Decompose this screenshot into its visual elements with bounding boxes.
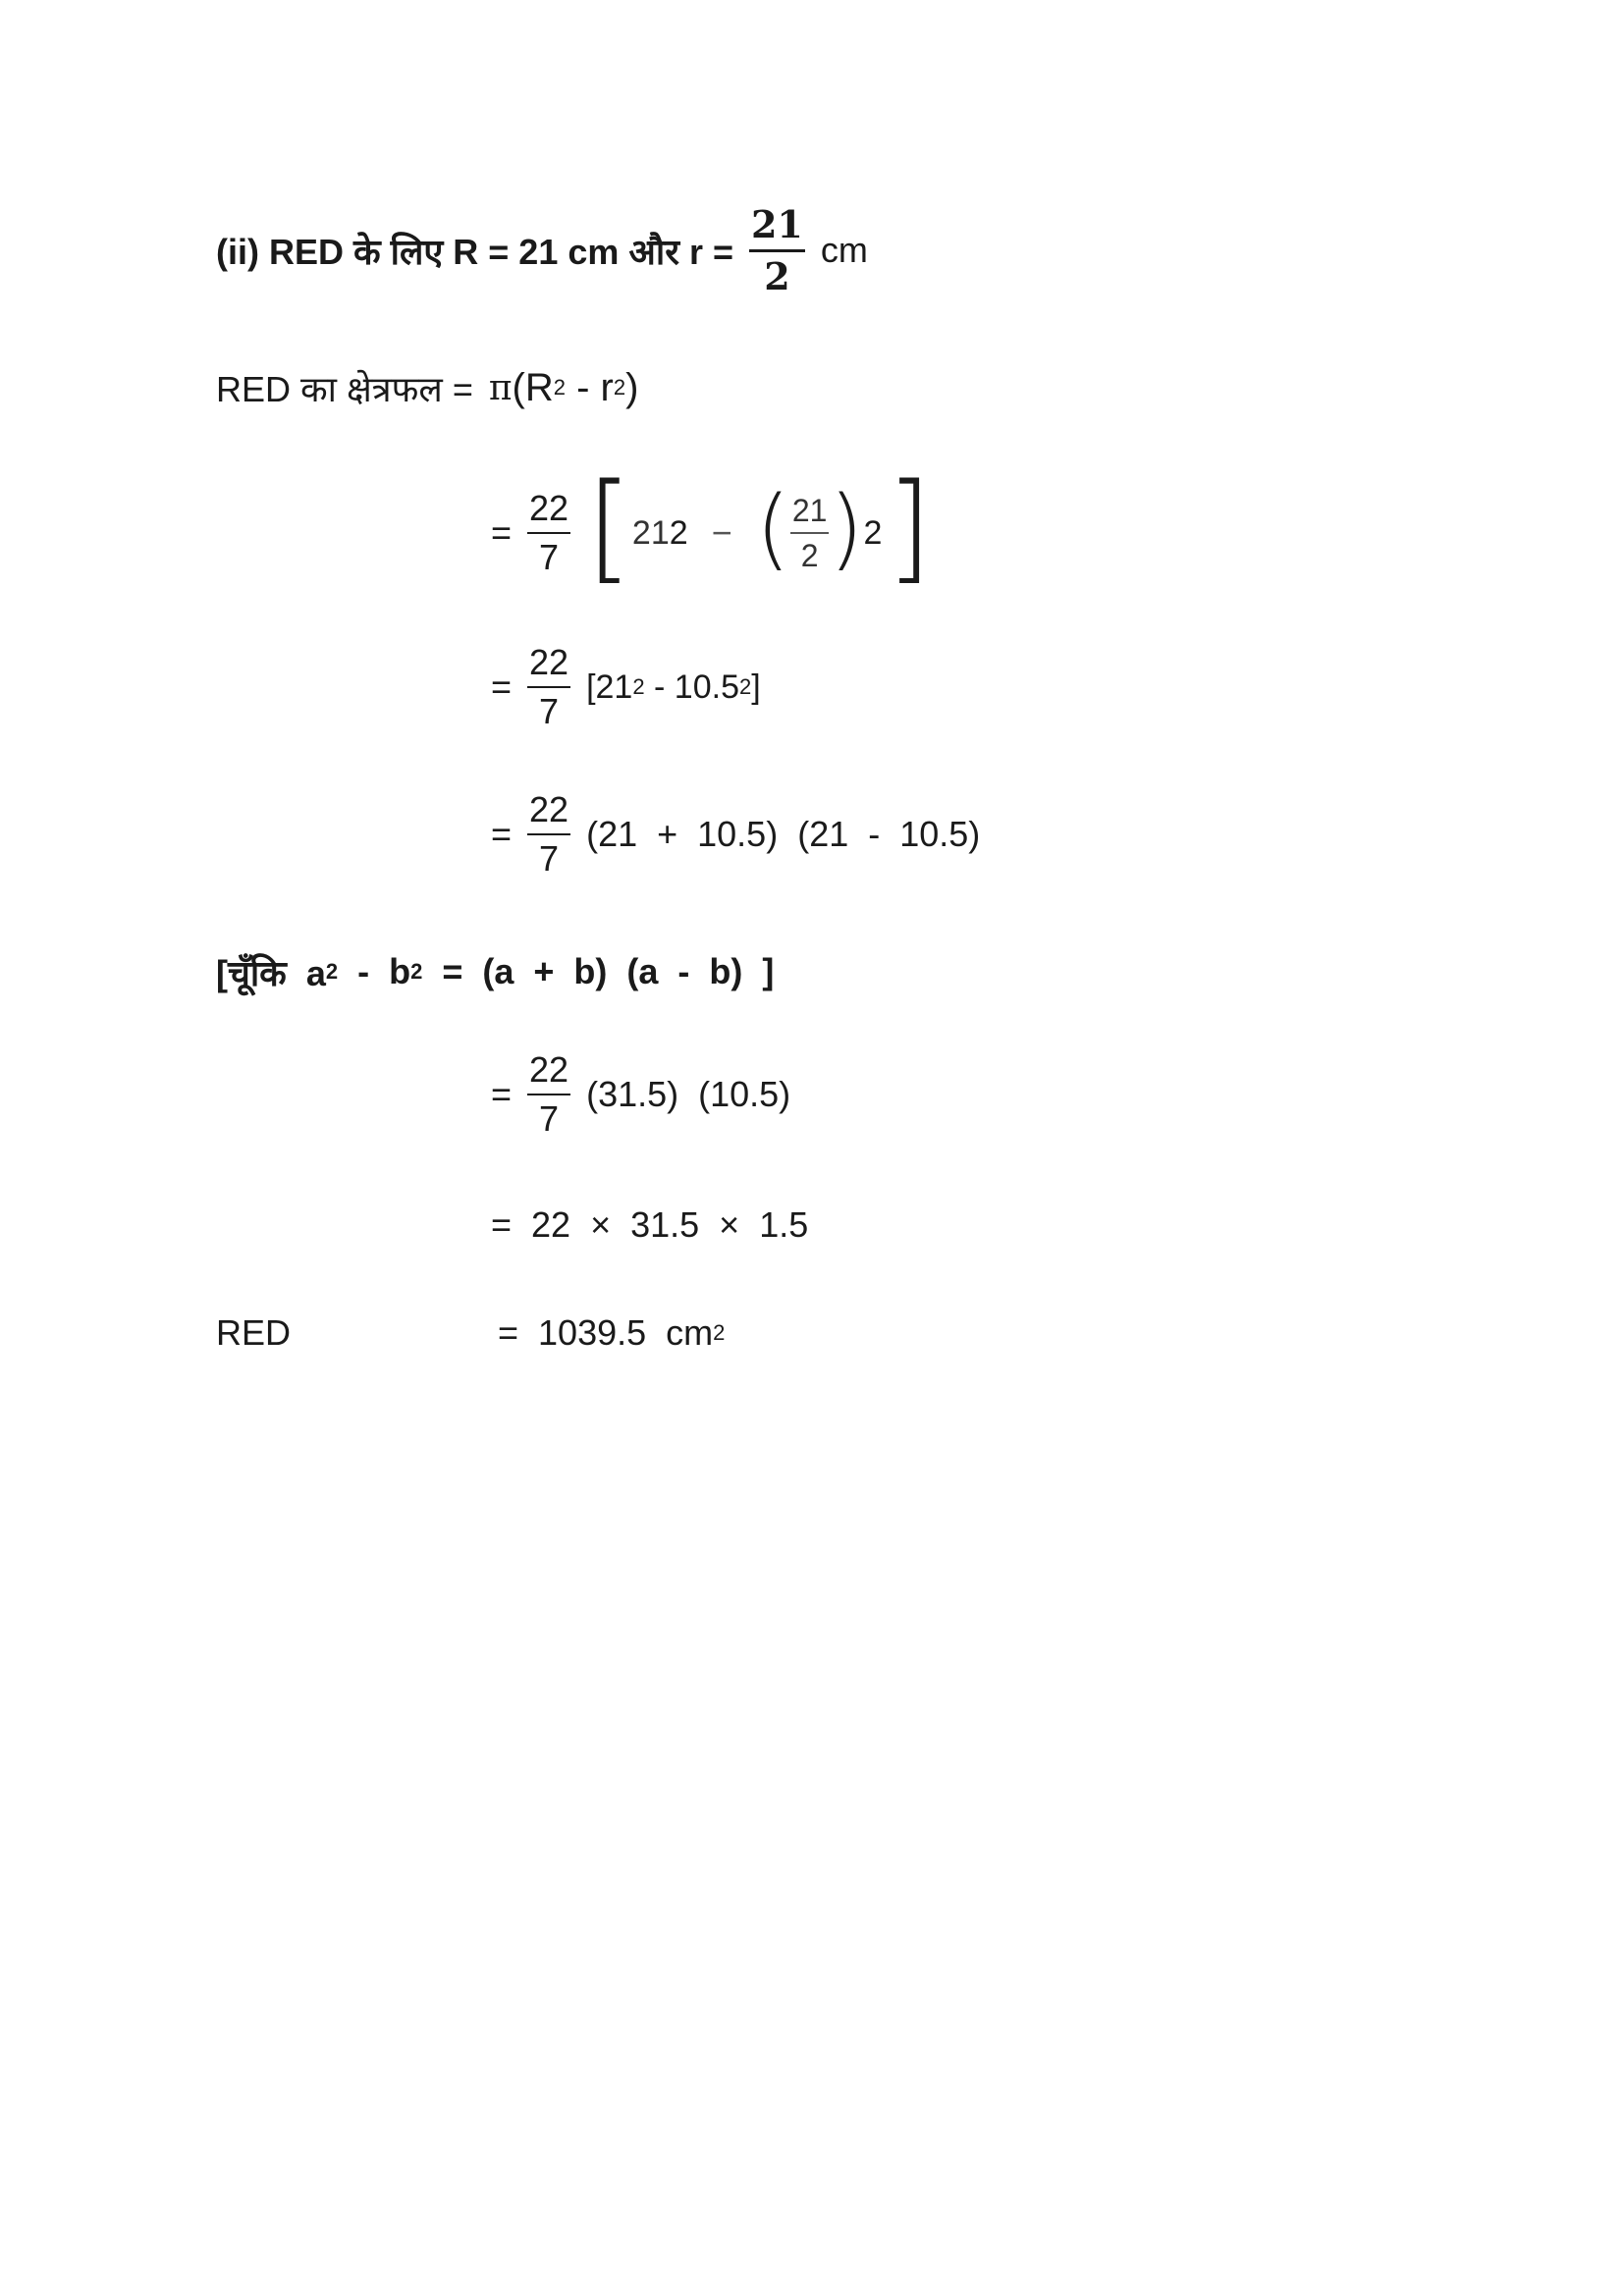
step-3-expression: (21 + 10.5) (21 - 10.5) xyxy=(586,814,981,854)
fraction-numerator: 21 xyxy=(791,493,828,528)
expr-open: [21 xyxy=(586,667,633,706)
step-1: = $\frac{22}{7}$ [ 21 2 − ( $\frac{21}{2}$ ) 2 ] xyxy=(491,459,933,596)
equals-sign: = xyxy=(491,512,513,553)
right-paren: ) xyxy=(829,477,864,580)
result-line xyxy=(216,1304,291,1362)
fraction-numerator: 22 xyxy=(529,642,569,682)
minus-sign: − xyxy=(711,512,732,553)
expr-mid: - 10.5 xyxy=(644,667,739,706)
r-fraction xyxy=(749,201,805,298)
fraction-denominator: 7 xyxy=(539,691,560,731)
step-3 xyxy=(491,780,980,888)
pi-fraction xyxy=(527,789,570,879)
pi-symbol: π xyxy=(488,367,513,408)
step-2: = $\frac{22}{7}$ [21 2 - 10.5 2 ] xyxy=(491,642,761,731)
identity-note: [चूँकि a 2 - b 2 = (a + b) (a - b) ] xyxy=(216,942,774,1001)
right-bracket: ] xyxy=(886,459,933,596)
equals-sign: = xyxy=(491,814,513,854)
result-label: RED xyxy=(216,1312,292,1353)
area-formula-label: RED का क्षेत्रफल = xyxy=(216,368,473,409)
step-5 xyxy=(491,1196,808,1255)
result-value: = 1039.5 cm xyxy=(498,1312,714,1353)
formula-open: (R xyxy=(512,365,554,409)
pi-fraction xyxy=(527,642,570,731)
fraction-numerator: 21 xyxy=(750,201,803,246)
inner-fraction xyxy=(790,495,830,571)
equals-sign: = xyxy=(491,1074,513,1114)
step-4 xyxy=(491,1041,790,1148)
given-values-label: (ii) RED के लिए R = 21 cm और r = xyxy=(216,231,733,272)
result-value-line: = 1039.5 cm 2 xyxy=(498,1312,726,1353)
identity-rest: = (a + b) (a - b) ] xyxy=(422,951,775,991)
fraction-denominator: 2 xyxy=(764,253,790,298)
formula-close: ) xyxy=(625,365,639,409)
expr-close: ] xyxy=(751,667,761,706)
equals-sign: = xyxy=(491,667,513,707)
fraction-denominator: 2 xyxy=(800,538,819,573)
fraction-numerator: 22 xyxy=(529,1049,569,1090)
pi-fraction xyxy=(527,1049,570,1139)
fraction-numerator: 22 xyxy=(529,488,569,528)
unit-text: cm xyxy=(820,230,868,270)
fraction-denominator: 7 xyxy=(539,838,560,879)
formula-mid: - r xyxy=(566,365,614,409)
area-formula-line: RED का क्षेत्रफल = π (R 2 - r 2 ) xyxy=(216,358,638,417)
identity-open: [चूँकि a xyxy=(216,952,326,993)
base-number: 21 xyxy=(631,513,670,552)
step-4-expression: (31.5) (10.5) xyxy=(586,1074,791,1114)
left-bracket: [ xyxy=(586,459,632,596)
identity-mid: - b xyxy=(338,951,411,991)
step-5-expression: = 22 × 31.5 × 1.5 xyxy=(491,1204,809,1245)
fraction-numerator: 22 xyxy=(529,789,569,829)
left-paren: ( xyxy=(755,477,790,580)
fraction-denominator: 7 xyxy=(539,1098,560,1139)
fraction-denominator: 7 xyxy=(539,537,560,577)
given-values-line xyxy=(216,196,868,304)
pi-fraction xyxy=(527,488,570,577)
